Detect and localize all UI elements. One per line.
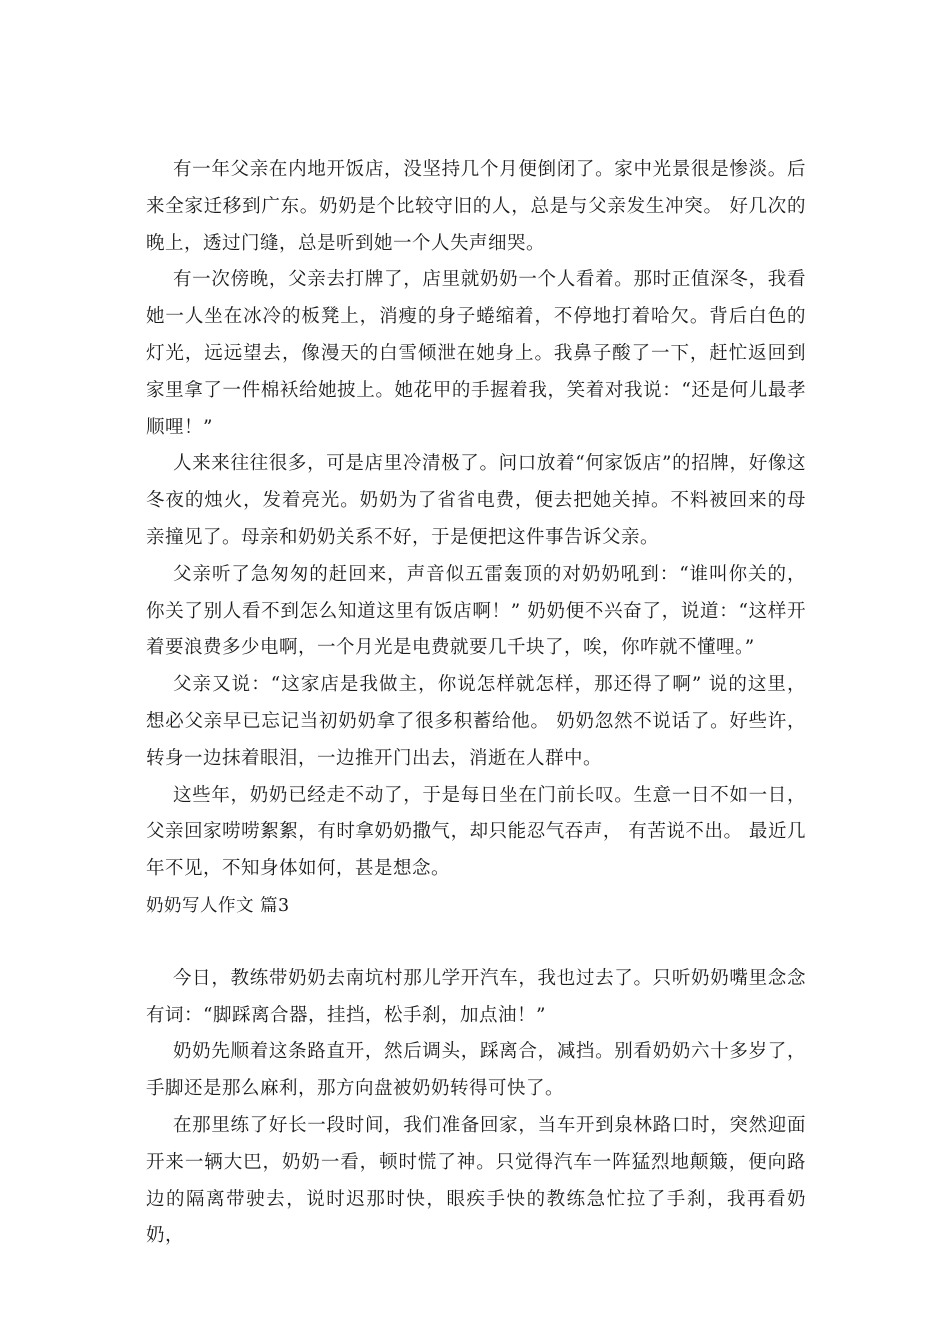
- paragraph: 有一次傍晚，父亲去打牌了，店里就奶奶一个人看着。那时正值深冬，我看她一人坐在冰冷的板凳上，消瘦的身子蜷缩着，不停地打着哈欠。背后白色的灯光，远远望去，像漫天的白雪倾泄在她身上。我鼻子酸了一下，赶忙返回到家里拿了一件棉袄给她披上。她花甲的手握着我，笑着对我说：“还是何儿最孝顺哩！”: [146, 269, 806, 438]
- paragraph: 奶奶先顺着这条路直开，然后调头，踩离合，减挡。别看奶奶六十多岁了，手脚还是那么麻利，那方向盘被奶奶转得可快了。: [146, 1041, 806, 1100]
- paragraph: 父亲听了急匆匆的赶回来，声音似五雷轰顶的对奶奶吼到：“谁叫你关的，你关了别人看不到怎么知道这里有饭店啊！” 奶奶便不兴奋了，说道：“这样开着要浪费多少电啊，一个月光是电费就要几千块了，唉，你咋就不懂哩。”: [146, 563, 806, 659]
- document-body: [146, 152, 806, 1255]
- section-heading: 奶奶写人作文 篇3: [146, 895, 290, 916]
- paragraph: 人来来往往很多，可是店里冷清极了。问口放着“何家饭店”的招牌，好像这冬夜的烛火，发着亮光。奶奶为了省省电费，便去把她关掉。不料被回来的母亲撞见了。母亲和奶奶关系不好，于是便把这件事告诉父亲。: [146, 453, 806, 548]
- paragraph: 有一年父亲在内地开饭店，没坚持几个月便倒闭了。家中光景很是惨淡。后来全家迁移到广东。奶奶是个比较守旧的人，总是与父亲发生冲突。 好几次的晚上，透过门缝，总是听到她一个人失声细哭。: [146, 159, 806, 254]
- paragraph: 父亲又说：“这家店是我做主，你说怎样就怎样，那还得了啊” 说的这里，想必父亲早已忘记当初奶奶拿了很多积蓄给他。 奶奶忽然不说话了。好些许，转身一边抹着眼泪，一边推开门出去，消逝在人群中。: [146, 674, 806, 769]
- paragraph: 今日，教练带奶奶去南坑村那儿学开汽车，我也过去了。只听奶奶嘴里念念有词：“脚踩离合器，挂挡，松手刹，加点油！”: [146, 967, 806, 1026]
- paragraph: 这些年，奶奶已经走不动了，于是每日坐在门前长叹。生意一日不如一日，父亲回家唠唠絮絮，有时拿奶奶撒气，却只能忍气吞声， 有苦说不出。 最近几年不见，不知身体如何，甚是想念。: [146, 784, 806, 880]
- paragraph: 在那里练了好长一段时间，我们准备回家，当车开到泉林路口时，突然迎面开来一辆大巴，奶奶一看，顿时慌了神。只觉得汽车一阵猛烈地颠簸，便向路边的隔离带驶去，说时迟那时快，眼疾手快的教练急忙拉了手刹，我再看奶奶，: [146, 1114, 806, 1247]
